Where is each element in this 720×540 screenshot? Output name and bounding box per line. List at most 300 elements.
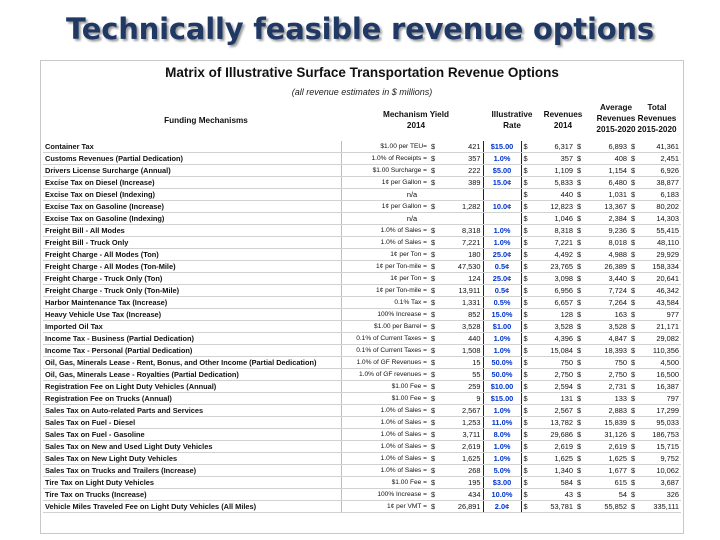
yield-value-cell: 3,528 xyxy=(441,321,483,333)
illustrative-rate-cell: 0.5% xyxy=(483,297,521,309)
yield-basis-cell: 100% Increase = xyxy=(341,309,429,321)
illustrative-rate-cell: 11.0% xyxy=(483,417,521,429)
header-revenues-2014-line2: 2014 xyxy=(553,121,573,130)
table-row xyxy=(43,417,681,429)
revenue-2014-cell: 2,567 xyxy=(533,405,575,417)
funding-mechanism-cell: Registration Fee on Trucks (Annual) xyxy=(43,393,341,405)
currency-cell: $ xyxy=(575,477,587,489)
average-revenue-cell: 2,731 xyxy=(587,381,629,393)
yield-value-cell: 124 xyxy=(441,273,483,285)
total-revenue-cell: 29,082 xyxy=(641,333,681,345)
currency-cell: $ xyxy=(575,489,587,501)
currency-cell: $ xyxy=(629,153,641,165)
slide-title: Technically feasible revenue options xyxy=(66,12,654,46)
average-revenue-cell: 163 xyxy=(587,309,629,321)
yield-value-cell: 1,508 xyxy=(441,345,483,357)
yield-basis-cell: $1.00 Fee = xyxy=(341,393,429,405)
currency-cell: $ xyxy=(429,309,441,321)
currency-cell: $ xyxy=(521,165,533,177)
table-row xyxy=(43,465,681,477)
currency-cell: $ xyxy=(629,285,641,297)
yield-basis-cell: 1¢ per Gallon = xyxy=(341,201,429,213)
currency-cell: $ xyxy=(575,177,587,189)
revenue-2014-cell: 3,528 xyxy=(533,321,575,333)
yield-basis-cell: 1.0% of Sales = xyxy=(341,465,429,477)
yield-basis-cell: 1.0% of Sales = xyxy=(341,453,429,465)
average-revenue-cell: 54 xyxy=(587,489,629,501)
yield-basis-cell: 1¢ per Ton = xyxy=(341,249,429,261)
illustrative-rate-cell: $15.00 xyxy=(483,141,521,153)
table-row xyxy=(43,405,681,417)
total-revenue-cell: 110,356 xyxy=(641,345,681,357)
table-row xyxy=(43,453,681,465)
illustrative-rate-cell: 15.0¢ xyxy=(483,177,521,189)
funding-mechanism-cell: Income Tax - Personal (Partial Dedication) xyxy=(43,345,341,357)
currency-cell: $ xyxy=(629,417,641,429)
total-revenue-cell: 21,171 xyxy=(641,321,681,333)
currency-cell: $ xyxy=(521,249,533,261)
total-revenue-cell: 43,584 xyxy=(641,297,681,309)
currency-cell: $ xyxy=(521,429,533,441)
yield-basis-cell: $1.00 Surcharge = xyxy=(341,165,429,177)
currency-cell: $ xyxy=(429,333,441,345)
header-illustrative-rate-line2: Rate xyxy=(503,121,521,130)
funding-mechanism-cell: Freight Charge - All Modes (Ton) xyxy=(43,249,341,261)
illustrative-rate-cell: $5.00 xyxy=(483,165,521,177)
currency-cell: $ xyxy=(429,177,441,189)
currency-cell: $ xyxy=(521,177,533,189)
table-row xyxy=(43,153,681,165)
illustrative-rate-cell: 1.0% xyxy=(483,453,521,465)
header-average-revenues-line1: Average xyxy=(599,103,632,112)
currency-cell: $ xyxy=(575,153,587,165)
average-revenue-cell: 1,031 xyxy=(587,189,629,201)
funding-mechanism-cell: Imported Oil Tax xyxy=(43,321,341,333)
table-row xyxy=(43,381,681,393)
illustrative-rate-cell: 50.0% xyxy=(483,357,521,369)
currency-cell: $ xyxy=(575,309,587,321)
currency-cell: $ xyxy=(521,477,533,489)
currency-cell: $ xyxy=(629,381,641,393)
illustrative-rate-cell: 1.0% xyxy=(483,441,521,453)
yield-basis-cell: 1¢ per Ton = xyxy=(341,273,429,285)
header-illustrative-rate-line1: Illustrative xyxy=(491,110,533,119)
table-row xyxy=(43,285,681,297)
currency-cell: $ xyxy=(575,333,587,345)
yield-basis-cell: 1.0% of GF Revenues = xyxy=(341,357,429,369)
average-revenue-cell: 9,236 xyxy=(587,225,629,237)
yield-value-cell: 440 xyxy=(441,333,483,345)
yield-basis-cell: 0.1% Tax = xyxy=(341,297,429,309)
currency-cell: $ xyxy=(629,465,641,477)
illustrative-rate-cell: 1.0% xyxy=(483,405,521,417)
currency-cell: $ xyxy=(575,321,587,333)
total-revenue-cell: 10,062 xyxy=(641,465,681,477)
revenue-2014-cell: 5,833 xyxy=(533,177,575,189)
average-revenue-cell: 4,847 xyxy=(587,333,629,345)
currency-cell: $ xyxy=(575,261,587,273)
yield-value-cell: 1,253 xyxy=(441,417,483,429)
revenue-2014-cell: 131 xyxy=(533,393,575,405)
revenue-2014-cell: 2,594 xyxy=(533,381,575,393)
total-revenue-cell: 55,415 xyxy=(641,225,681,237)
currency-cell: $ xyxy=(521,309,533,321)
yield-value-cell: 180 xyxy=(441,249,483,261)
yield-value-cell: 1,282 xyxy=(441,201,483,213)
funding-mechanism-cell: Sales Tax on Trucks and Trailers (Increase) xyxy=(43,465,341,477)
funding-mechanism-cell: Oil, Gas, Minerals Lease - Rent, Bonus, and Other Income (Partial Dedication) xyxy=(43,357,341,369)
illustrative-rate-cell: 10.0¢ xyxy=(483,201,521,213)
average-revenue-cell: 13,367 xyxy=(587,201,629,213)
revenue-2014-cell: 7,221 xyxy=(533,237,575,249)
yield-basis-cell: 1.0% of Sales = xyxy=(341,237,429,249)
currency-cell: $ xyxy=(575,213,587,225)
currency-cell: $ xyxy=(429,225,441,237)
currency-cell: $ xyxy=(521,357,533,369)
currency-cell: $ xyxy=(429,249,441,261)
revenue-2014-cell: 1,625 xyxy=(533,453,575,465)
yield-value-cell: 1,625 xyxy=(441,453,483,465)
funding-mechanism-cell: Freight Charge - All Modes (Ton-Mile) xyxy=(43,261,341,273)
yield-basis-cell: 1.0% of Sales = xyxy=(341,405,429,417)
revenue-matrix-sheet xyxy=(40,60,684,534)
funding-mechanism-cell: Vehicle Miles Traveled Fee on Light Duty Vehicles (All Miles) xyxy=(43,501,341,513)
revenue-2014-cell: 13,782 xyxy=(533,417,575,429)
header-funding-mechanisms: Funding Mechanisms xyxy=(164,116,248,125)
table-row xyxy=(43,393,681,405)
revenue-2014-cell: 584 xyxy=(533,477,575,489)
illustrative-rate-cell: 1.0% xyxy=(483,345,521,357)
yield-basis-cell: $1.00 Fee = xyxy=(341,477,429,489)
currency-cell: $ xyxy=(629,141,641,153)
revenue-2014-cell: 4,396 xyxy=(533,333,575,345)
funding-mechanism-cell: Freight Charge - Truck Only (Ton-Mile) xyxy=(43,285,341,297)
currency-cell: $ xyxy=(629,177,641,189)
funding-mechanism-cell: Excise Tax on Gasoline (Indexing) xyxy=(43,213,341,225)
yield-value-cell: 2,619 xyxy=(441,441,483,453)
currency-cell: $ xyxy=(429,369,441,381)
currency-cell: $ xyxy=(629,249,641,261)
currency-cell: $ xyxy=(521,201,533,213)
funding-mechanism-cell: Sales Tax on Auto-related Parts and Services xyxy=(43,405,341,417)
table-row xyxy=(43,201,681,213)
currency-cell: $ xyxy=(429,345,441,357)
yield-basis-cell: 1.0% of Sales = xyxy=(341,429,429,441)
yield-value-cell: 852 xyxy=(441,309,483,321)
currency-cell: $ xyxy=(575,285,587,297)
table-row xyxy=(43,489,681,501)
table-row xyxy=(43,501,681,513)
header-illustrative-rate xyxy=(484,109,540,131)
currency-cell: $ xyxy=(521,141,533,153)
matrix-subtitle: (all revenue estimates in $ millions) xyxy=(291,87,433,97)
currency-cell: $ xyxy=(575,453,587,465)
illustrative-rate-cell: 1.0% xyxy=(483,333,521,345)
currency-cell: $ xyxy=(629,453,641,465)
average-revenue-cell: 3,440 xyxy=(587,273,629,285)
currency-cell: $ xyxy=(629,309,641,321)
total-revenue-cell: 95,033 xyxy=(641,417,681,429)
yield-basis-cell: 1.0% of Sales = xyxy=(341,417,429,429)
header-revenues-2014 xyxy=(535,109,591,131)
total-revenue-cell: 14,303 xyxy=(641,213,681,225)
average-revenue-cell: 4,988 xyxy=(587,249,629,261)
total-revenue-cell: 4,500 xyxy=(641,357,681,369)
table-row xyxy=(43,249,681,261)
yield-basis-cell: 1.0% of Sales = xyxy=(341,225,429,237)
total-revenue-cell: 335,111 xyxy=(641,501,681,513)
currency-cell: $ xyxy=(575,357,587,369)
funding-mechanism-cell: Drivers License Surcharge (Annual) xyxy=(43,165,341,177)
illustrative-rate-cell: 5.0% xyxy=(483,465,521,477)
funding-mechanism-cell: Excise Tax on Diesel (Indexing) xyxy=(43,189,341,201)
currency-cell: $ xyxy=(429,441,441,453)
currency-cell: $ xyxy=(521,465,533,477)
illustrative-rate-cell: 50.0% xyxy=(483,369,521,381)
yield-value-cell: 389 xyxy=(441,177,483,189)
table-row xyxy=(43,345,681,357)
currency-cell: $ xyxy=(575,297,587,309)
currency-cell: $ xyxy=(521,153,533,165)
currency-cell: $ xyxy=(629,393,641,405)
average-revenue-cell: 2,619 xyxy=(587,441,629,453)
yield-value-cell: 2,567 xyxy=(441,405,483,417)
revenue-2014-cell: 128 xyxy=(533,309,575,321)
yield-value-cell: 55 xyxy=(441,369,483,381)
mechanism-yield-na-cell: n/a xyxy=(341,189,483,201)
currency-cell: $ xyxy=(521,285,533,297)
currency-cell: $ xyxy=(575,429,587,441)
currency-cell: $ xyxy=(429,465,441,477)
table-row xyxy=(43,441,681,453)
yield-value-cell: 3,711 xyxy=(441,429,483,441)
illustrative-rate-cell: 25.0¢ xyxy=(483,249,521,261)
header-total-revenues-line3: 2015-2020 xyxy=(637,125,677,134)
currency-cell: $ xyxy=(521,333,533,345)
illustrative-rate-cell: $15.00 xyxy=(483,393,521,405)
total-revenue-cell: 797 xyxy=(641,393,681,405)
currency-cell: $ xyxy=(429,357,441,369)
header-mechanism-yield-line1: Mechanism Yield xyxy=(383,110,449,119)
yield-value-cell: 1,331 xyxy=(441,297,483,309)
currency-cell: $ xyxy=(575,417,587,429)
total-revenue-cell: 9,752 xyxy=(641,453,681,465)
revenue-2014-cell: 750 xyxy=(533,357,575,369)
currency-cell: $ xyxy=(521,273,533,285)
table-row xyxy=(43,429,681,441)
funding-mechanism-cell: Heavy Vehicle Use Tax (Increase) xyxy=(43,309,341,321)
currency-cell: $ xyxy=(575,393,587,405)
currency-cell: $ xyxy=(629,261,641,273)
currency-cell: $ xyxy=(575,225,587,237)
yield-value-cell: 15 xyxy=(441,357,483,369)
matrix-title: Matrix of Illustrative Surface Transportation Revenue Options xyxy=(165,65,559,80)
illustrative-rate-cell: 8.0% xyxy=(483,429,521,441)
revenue-2014-cell: 6,657 xyxy=(533,297,575,309)
table-row xyxy=(43,357,681,369)
illustrative-rate-cell: 1.0% xyxy=(483,153,521,165)
total-revenue-cell: 41,361 xyxy=(641,141,681,153)
average-revenue-cell: 133 xyxy=(587,393,629,405)
funding-mechanism-cell: Customs Revenues (Partial Dedication) xyxy=(43,153,341,165)
yield-value-cell: 47,530 xyxy=(441,261,483,273)
total-revenue-cell: 80,202 xyxy=(641,201,681,213)
currency-cell: $ xyxy=(575,189,587,201)
revenue-2014-cell: 6,956 xyxy=(533,285,575,297)
currency-cell: $ xyxy=(429,141,441,153)
table-row xyxy=(43,297,681,309)
currency-cell: $ xyxy=(521,213,533,225)
total-revenue-cell: 6,926 xyxy=(641,165,681,177)
currency-cell: $ xyxy=(629,489,641,501)
total-revenue-cell: 3,687 xyxy=(641,477,681,489)
currency-cell: $ xyxy=(629,345,641,357)
illustrative-rate-cell: $1.00 xyxy=(483,321,521,333)
currency-cell: $ xyxy=(521,501,533,513)
total-revenue-cell: 38,877 xyxy=(641,177,681,189)
total-revenue-cell: 15,715 xyxy=(641,441,681,453)
yield-value-cell: 268 xyxy=(441,465,483,477)
currency-cell: $ xyxy=(575,465,587,477)
currency-cell: $ xyxy=(429,165,441,177)
total-revenue-cell: 20,641 xyxy=(641,273,681,285)
currency-cell: $ xyxy=(629,213,641,225)
yield-basis-cell: 1¢ per Ton-mile = xyxy=(341,261,429,273)
yield-basis-cell: 1¢ per VMT = xyxy=(341,501,429,513)
header-mechanism-yield-line2: 2014 xyxy=(406,121,426,130)
revenue-2014-cell: 29,686 xyxy=(533,429,575,441)
revenue-2014-cell: 6,317 xyxy=(533,141,575,153)
yield-value-cell: 434 xyxy=(441,489,483,501)
revenue-2014-cell: 2,619 xyxy=(533,441,575,453)
yield-basis-cell: 1¢ per Gallon = xyxy=(341,177,429,189)
total-revenue-cell: 6,183 xyxy=(641,189,681,201)
yield-basis-cell: 1.0% of Sales = xyxy=(341,441,429,453)
currency-cell: $ xyxy=(521,189,533,201)
currency-cell: $ xyxy=(575,273,587,285)
revenue-2014-cell: 357 xyxy=(533,153,575,165)
revenue-2014-cell: 2,750 xyxy=(533,369,575,381)
header-average-revenues-line3: 2015-2020 xyxy=(596,125,636,134)
funding-mechanism-cell: Sales Tax on New and Used Light Duty Vehicles xyxy=(43,441,341,453)
currency-cell: $ xyxy=(629,369,641,381)
revenue-2014-cell: 8,318 xyxy=(533,225,575,237)
average-revenue-cell: 31,126 xyxy=(587,429,629,441)
illustrative-rate-cell: 0.5¢ xyxy=(483,261,521,273)
funding-mechanism-cell: Sales Tax on Fuel - Gasoline xyxy=(43,429,341,441)
funding-mechanism-cell: Freight Charge - Truck Only (Ton) xyxy=(43,273,341,285)
currency-cell: $ xyxy=(575,405,587,417)
funding-mechanism-cell: Excise Tax on Gasoline (Increase) xyxy=(43,201,341,213)
revenue-2014-cell: 23,765 xyxy=(533,261,575,273)
average-revenue-cell: 15,839 xyxy=(587,417,629,429)
currency-cell: $ xyxy=(429,273,441,285)
table-row xyxy=(43,477,681,489)
illustrative-rate-cell: 2.0¢ xyxy=(483,501,521,513)
average-revenue-cell: 2,750 xyxy=(587,369,629,381)
yield-value-cell: 7,221 xyxy=(441,237,483,249)
total-revenue-cell: 977 xyxy=(641,309,681,321)
revenue-2014-cell: 12,823 xyxy=(533,201,575,213)
yield-basis-cell: 0.1% of Current Taxes = xyxy=(341,345,429,357)
currency-cell: $ xyxy=(629,501,641,513)
funding-mechanism-cell: Income Tax - Business (Partial Dedication) xyxy=(43,333,341,345)
average-revenue-cell: 2,384 xyxy=(587,213,629,225)
currency-cell: $ xyxy=(429,285,441,297)
currency-cell: $ xyxy=(521,321,533,333)
mechanism-yield-na-cell: n/a xyxy=(341,213,483,225)
total-revenue-cell: 16,500 xyxy=(641,369,681,381)
currency-cell: $ xyxy=(629,237,641,249)
yield-value-cell: 222 xyxy=(441,165,483,177)
funding-mechanism-cell: Harbor Maintenance Tax (Increase) xyxy=(43,297,341,309)
currency-cell: $ xyxy=(429,153,441,165)
currency-cell: $ xyxy=(521,489,533,501)
currency-cell: $ xyxy=(629,165,641,177)
currency-cell: $ xyxy=(575,165,587,177)
currency-cell: $ xyxy=(429,489,441,501)
yield-value-cell: 421 xyxy=(441,141,483,153)
currency-cell: $ xyxy=(429,393,441,405)
currency-cell: $ xyxy=(629,297,641,309)
illustrative-rate-cell: 1.0% xyxy=(483,225,521,237)
yield-value-cell: 195 xyxy=(441,477,483,489)
currency-cell: $ xyxy=(575,369,587,381)
yield-basis-cell: $1.00 Fee = xyxy=(341,381,429,393)
currency-cell: $ xyxy=(629,333,641,345)
average-revenue-cell: 3,528 xyxy=(587,321,629,333)
header-total-revenues-line1: Total xyxy=(647,103,667,112)
currency-cell: $ xyxy=(521,369,533,381)
average-revenue-cell: 26,389 xyxy=(587,261,629,273)
currency-cell: $ xyxy=(575,441,587,453)
yield-value-cell: 9 xyxy=(441,393,483,405)
average-revenue-cell: 750 xyxy=(587,357,629,369)
yield-basis-cell: $1.00 per TEU= xyxy=(341,141,429,153)
average-revenue-cell: 6,893 xyxy=(587,141,629,153)
revenue-2014-cell: 4,492 xyxy=(533,249,575,261)
funding-mechanism-cell: Oil, Gas, Minerals Lease - Royalties (Partial Dedication) xyxy=(43,369,341,381)
revenue-2014-cell: 3,098 xyxy=(533,273,575,285)
currency-cell: $ xyxy=(429,405,441,417)
table-row xyxy=(43,273,681,285)
revenue-2014-cell: 440 xyxy=(533,189,575,201)
currency-cell: $ xyxy=(575,237,587,249)
revenue-2014-cell: 53,781 xyxy=(533,501,575,513)
funding-mechanism-cell: Freight Bill - Truck Only xyxy=(43,237,341,249)
illustrative-rate-cell: 25.0¢ xyxy=(483,273,521,285)
funding-mechanism-cell: Freight Bill - All Modes xyxy=(43,225,341,237)
funding-mechanism-cell: Container Tax xyxy=(43,141,341,153)
total-revenue-cell: 326 xyxy=(641,489,681,501)
currency-cell: $ xyxy=(575,141,587,153)
currency-cell: $ xyxy=(575,345,587,357)
average-revenue-cell: 8,018 xyxy=(587,237,629,249)
currency-cell: $ xyxy=(429,237,441,249)
yield-basis-cell: 100% Increase = xyxy=(341,489,429,501)
total-revenue-cell: 48,110 xyxy=(641,237,681,249)
illustrative-rate-cell: 1.0% xyxy=(483,237,521,249)
currency-cell: $ xyxy=(629,357,641,369)
currency-cell: $ xyxy=(429,417,441,429)
total-revenue-cell: 2,451 xyxy=(641,153,681,165)
average-revenue-cell: 2,883 xyxy=(587,405,629,417)
currency-cell: $ xyxy=(429,429,441,441)
funding-mechanism-cell: Tire Tax on Trucks (Increase) xyxy=(43,489,341,501)
table-row xyxy=(43,369,681,381)
revenue-2014-cell: 43 xyxy=(533,489,575,501)
average-revenue-cell: 1,625 xyxy=(587,453,629,465)
